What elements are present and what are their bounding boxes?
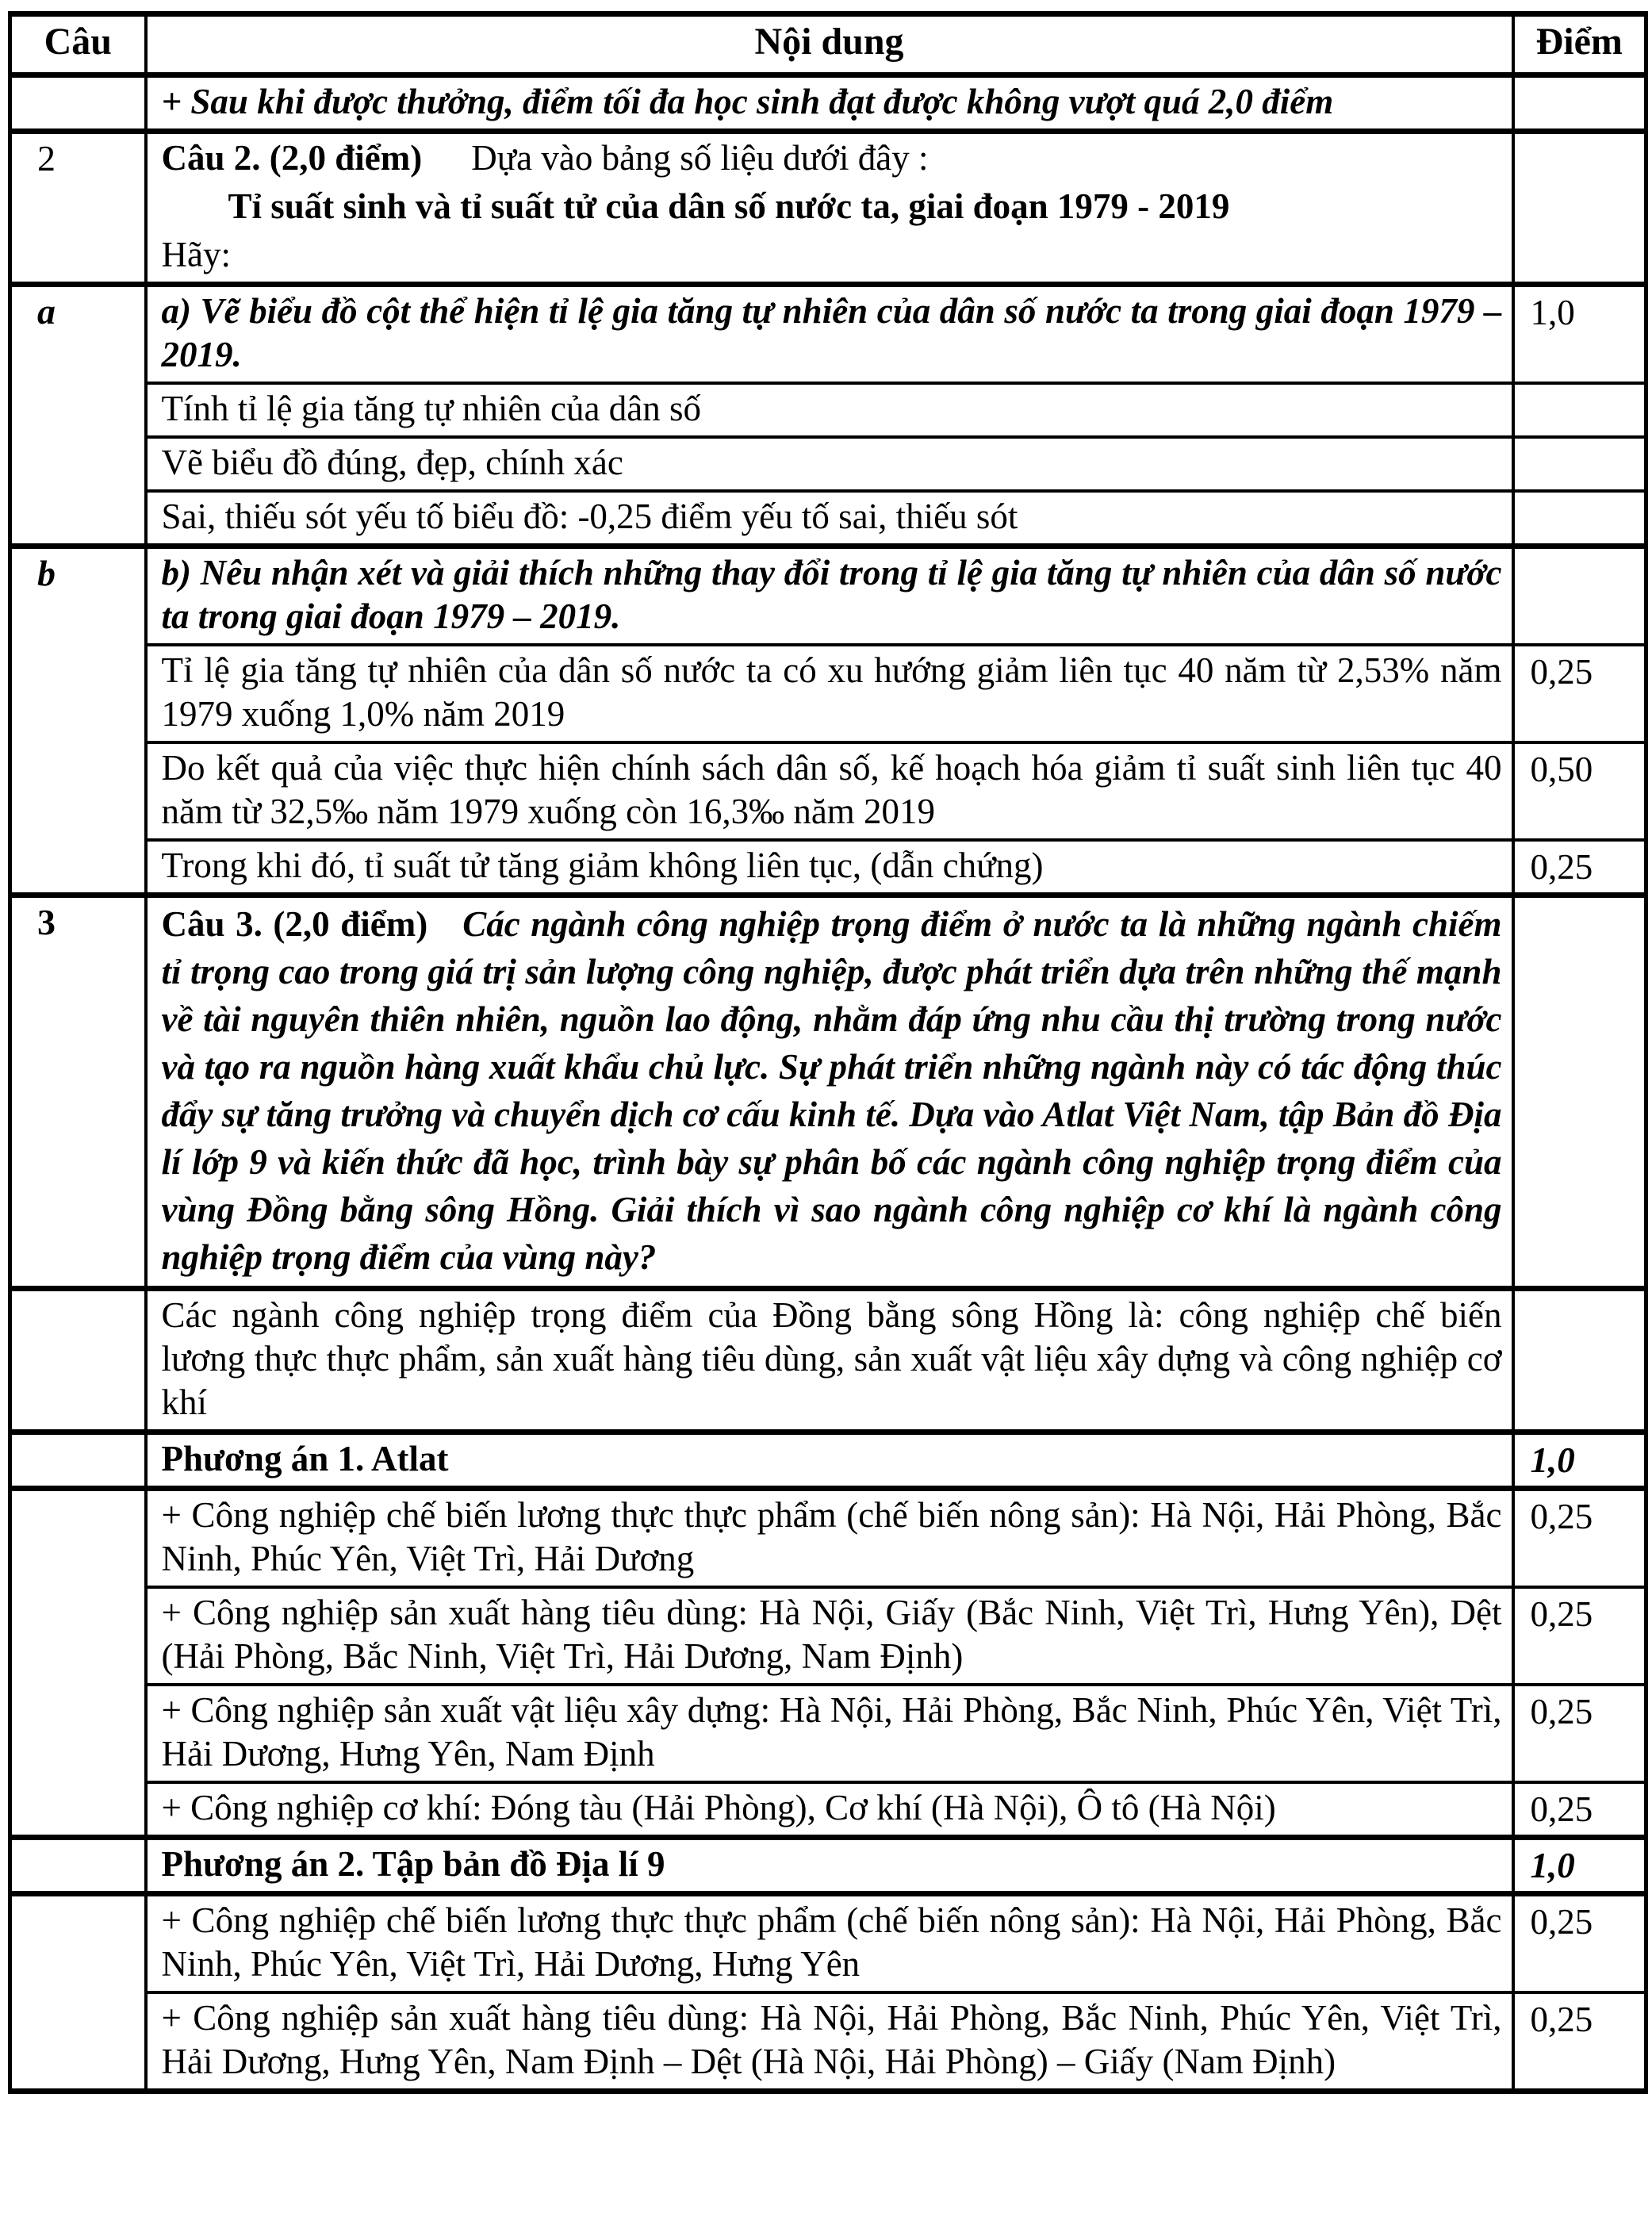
points-cell [1513, 383, 1646, 437]
content-cell: + Công nghiệp sản xuất vật liệu xây dựng: Hà Nội, Hải Phòng, Bắc Ninh, Phúc Yên, Việt Trì, Hải Dương, Hưng Yên, Nam Định [146, 1685, 1513, 1782]
plan1-points: 1,0 [1530, 1440, 1575, 1480]
content-cell: Sai, thiếu sót yếu tố biểu đồ: -0,25 điểm yếu tố sai, thiếu sót [146, 491, 1513, 546]
row-bonus-note [10, 75, 1646, 132]
row-q2b-task [10, 546, 1646, 646]
row-q2a-crit-3 [10, 491, 1646, 546]
points-cell [1513, 437, 1646, 491]
content-cell [146, 75, 1513, 132]
q2-intro-text: Dựa vào bảng số liệu dưới đây : [471, 138, 929, 178]
content-cell: Các ngành công nghiệp trọng điểm của Đồng bằng sông Hồng là: công nghiệp chế biến lương thực thực phẩm, sản xuất hàng tiêu dùng, sản xuất vật liệu xây dựng và công nghiệp cơ khí [146, 1289, 1513, 1432]
q2-ask: Hãy: [161, 235, 231, 274]
content-cell: + Công nghiệp cơ khí: Đóng tàu (Hải Phòng), Cơ khí (Hà Nội), Ô tô (Hà Nội) [146, 1782, 1513, 1838]
content-cell: Phương án 1. Atlat [146, 1432, 1513, 1489]
bonus-note-text: + Sau khi được thưởng, điểm tối đa học sinh đạt được không vượt quá 2,0 điểm [161, 82, 1334, 121]
q2a-task-text: a) Vẽ biểu đồ cột thể hiện tỉ lệ gia tăng tự nhiên của dân số nước ta trong giai đoạn 1979 – 2019. [161, 291, 1502, 374]
points-cell: 0,25 [1513, 1782, 1646, 1838]
question-number-cell [10, 75, 146, 132]
question-number-cell [10, 1489, 146, 1838]
row-q2a-task [10, 285, 1646, 384]
content-cell: Vẽ biểu đồ đúng, đẹp, chính xác [146, 437, 1513, 491]
question-number-cell [10, 1838, 146, 1894]
points-cell: 1,0 [1513, 285, 1646, 384]
header-row [10, 14, 1646, 75]
question-number-cell: 3 [10, 895, 146, 1289]
column-header-cau: Câu [10, 14, 146, 75]
row-plan2-item-2 [10, 1992, 1646, 2092]
q3-task-text: Các ngành công nghiệp trọng điểm ở nước ta là những ngành chiếm tỉ trọng cao trong giá trị sản lượng công nghiệp, được phát triển dựa trên những thế mạnh về tài nguyên thiên nhiên, nguồn lao động, nhằm đáp ứng nhu cầu thị trường trong nước và tạo ra nguồn hàng xuất khẩu chủ lực. Sự phát triển những ngành này có tác động thúc đẩy sự tăng trưởng và chuyển dịch cơ cấu kinh tế. Dựa vào Atlat Việt Nam, tập Bản đồ Địa lí lớp 9 và kiến thức đã học, trình bày sự phân bố các ngành công nghiệp trọng điểm của vùng Đồng bằng sông Hồng. Giải thích vì sao ngành công nghiệp cơ khí là ngành công nghiệp trọng điểm của vùng này? [161, 904, 1502, 1277]
content-cell: + Công nghiệp chế biến lương thực thực phẩm (chế biến nông sản): Hà Nội, Hải Phòng, Bắc Ninh, Phúc Yên, Việt Trì, Hải Dương, Hưng Yên [146, 1894, 1513, 1993]
row-plan2-title [10, 1838, 1646, 1894]
question-number-cell [10, 1894, 146, 2092]
content-cell [146, 132, 1513, 285]
row-plan1-item-4 [10, 1782, 1646, 1838]
points-cell [1513, 75, 1646, 132]
q2-label: Câu 2. (2,0 điểm) [161, 138, 423, 178]
q2-data-table-title: Tỉ suất sinh và tỉ suất tử của dân số nước ta, giai đoạn 1979 - 2019 [228, 186, 1230, 226]
content-cell: Phương án 2. Tập bản đồ Địa lí 9 [146, 1838, 1513, 1894]
points-cell [1513, 1838, 1646, 1894]
points-cell [1513, 895, 1646, 1289]
row-plan1-item-1 [10, 1489, 1646, 1588]
row-plan1-item-2 [10, 1587, 1646, 1685]
points-cell [1513, 132, 1646, 285]
points-cell [1513, 1432, 1646, 1489]
row-q2b-answer-1 [10, 645, 1646, 742]
content-cell: + Công nghiệp sản xuất hàng tiêu dùng: Hà Nội, Giấy (Bắc Ninh, Việt Trì, Hưng Yên), Dệt (Hải Phòng, Bắc Ninh, Việt Trì, Hải Dương, Nam Định) [146, 1587, 1513, 1685]
points-cell: 0,50 [1513, 742, 1646, 840]
row-q2a-crit-1 [10, 383, 1646, 437]
content-cell [146, 546, 1513, 646]
points-cell: 0,25 [1513, 1685, 1646, 1782]
content-cell: + Công nghiệp sản xuất hàng tiêu dùng: Hà Nội, Hải Phòng, Bắc Ninh, Phúc Yên, Việt Trì, Hải Dương, Hưng Yên, Nam Định – Dệt (Hà Nội, Hải Phòng) – Giấy (Nam Định) [146, 1992, 1513, 2092]
content-cell: Tính tỉ lệ gia tăng tự nhiên của dân số [146, 383, 1513, 437]
content-cell: Trong khi đó, tỉ suất tử tăng giảm không liên tục, (dẫn chứng) [146, 840, 1513, 895]
question-number-cell [10, 1289, 146, 1432]
points-cell [1513, 546, 1646, 646]
content-cell [146, 895, 1513, 1289]
points-cell: 0,25 [1513, 645, 1646, 742]
row-q2a-crit-2 [10, 437, 1646, 491]
points-cell: 0,25 [1513, 1992, 1646, 2092]
column-header-diem: Điểm [1513, 14, 1646, 75]
question-number-cell: b [10, 546, 146, 895]
content-cell: Do kết quả của việc thực hiện chính sách dân số, kế hoạch hóa giảm tỉ suất sinh liên tục 40 năm từ 32,5‰ năm 1979 xuống còn 16,3‰ năm 2019 [146, 742, 1513, 840]
content-cell: Tỉ lệ gia tăng tự nhiên của dân số nước ta có xu hướng giảm liên tục 40 năm từ 2,53% năm 1979 xuống 1,0% năm 2019 [146, 645, 1513, 742]
q2b-task-text: b) Nêu nhận xét và giải thích những thay đổi trong tỉ lệ gia tăng tự nhiên của dân số nước ta trong giai đoạn 1979 – 2019. [161, 553, 1502, 636]
answer-key-table [8, 11, 1648, 2094]
plan2-points: 1,0 [1530, 1846, 1575, 1885]
column-header-noi-dung: Nội dung [146, 14, 1513, 75]
row-q2b-answer-2 [10, 742, 1646, 840]
question-number-cell: a [10, 285, 146, 546]
question-number-cell [10, 1432, 146, 1489]
points-cell: 0,25 [1513, 840, 1646, 895]
row-plan1-title [10, 1432, 1646, 1489]
points-cell [1513, 491, 1646, 546]
row-q2-intro [10, 132, 1646, 285]
row-q2b-answer-3 [10, 840, 1646, 895]
row-q3-task [10, 895, 1646, 1289]
points-cell: 0,25 [1513, 1894, 1646, 1993]
q2-intro-line [162, 136, 1502, 180]
q3-label: Câu 3. (2,0 điểm) [161, 904, 428, 944]
points-cell [1513, 1289, 1646, 1432]
row-plan1-item-3 [10, 1685, 1646, 1782]
question-number-cell: 2 [10, 132, 146, 285]
content-cell: + Công nghiệp chế biến lương thực thực phẩm (chế biến nông sản): Hà Nội, Hải Phòng, Bắc Ninh, Phúc Yên, Việt Trì, Hải Dương [146, 1489, 1513, 1588]
points-cell: 0,25 [1513, 1587, 1646, 1685]
content-cell [146, 285, 1513, 384]
q3-task-paragraph [162, 900, 1502, 1281]
row-q3-industries [10, 1289, 1646, 1432]
row-plan2-item-1 [10, 1894, 1646, 1993]
points-cell: 0,25 [1513, 1489, 1646, 1588]
